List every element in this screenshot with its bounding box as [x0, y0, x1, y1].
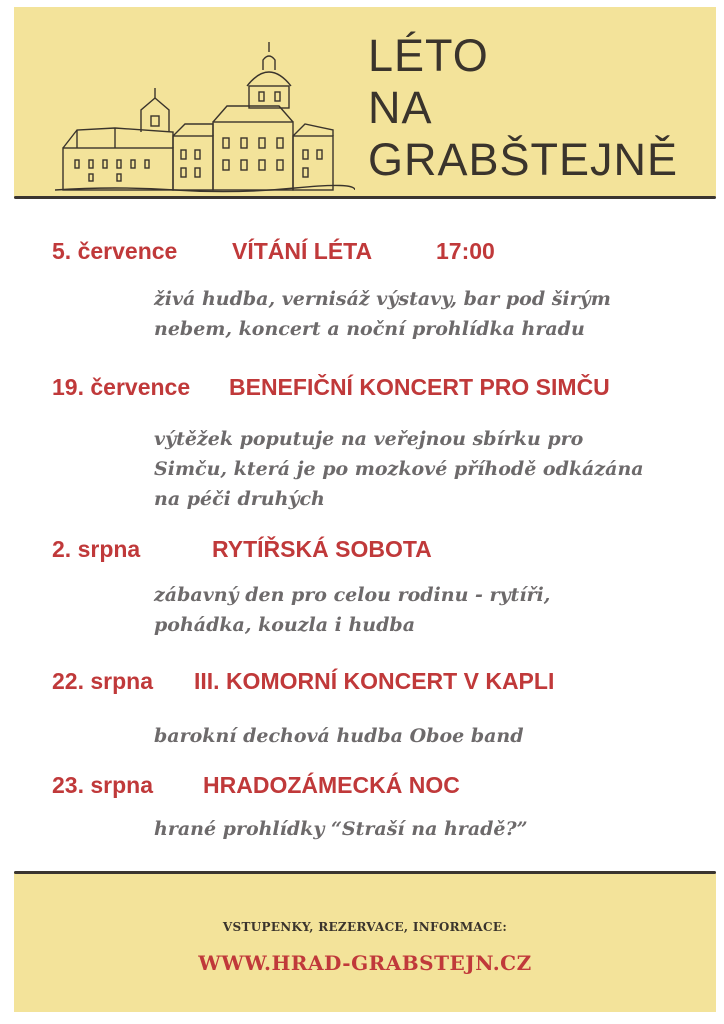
event-3-name: RYTÍŘSKÁ SOBOTA [212, 536, 432, 562]
website-link[interactable]: WWW.HRAD-GRABSTEJN.CZ [198, 951, 532, 975]
event-3-description [154, 580, 550, 640]
event-5-description [154, 814, 528, 844]
event-5-desc-line-1: hrané prohlídky “Straší na hradě?” [154, 818, 528, 840]
event-4-date: 22. srpna [52, 668, 153, 694]
header-divider [14, 196, 716, 199]
event-2-description [154, 424, 644, 514]
event-3-desc-line-2: pohádka, kouzla i hudba [154, 614, 415, 636]
footer-divider [14, 871, 716, 874]
footer-label: VSTUPENKY, REZERVACE, INFORMACE: [222, 920, 508, 934]
event-1-name: VÍTÁNÍ LÉTA [232, 238, 373, 264]
event-1-description [154, 284, 611, 344]
event-2-name: BENEFIČNÍ KONCERT PRO SIMČU [229, 374, 610, 400]
event-2-desc-line-3: na péči druhých [154, 488, 325, 510]
page-title [368, 30, 678, 186]
event-3-desc-line-1: zábavný den pro celou rodinu - rytíři, [154, 584, 551, 606]
title-line-3: GRABŠTEJNĚ [368, 134, 679, 185]
event-4-desc-line-1: barokní dechová hudba Oboe band [154, 725, 524, 747]
title-line-1: LÉTO [368, 30, 489, 81]
castle-illustration [55, 40, 355, 200]
event-4-description [154, 721, 524, 751]
event-2-date: 19. července [52, 374, 191, 400]
event-3-date: 2. srpna [52, 536, 141, 562]
event-4-name: III. KOMORNÍ KONCERT V KAPLI [194, 668, 555, 694]
event-1-desc-line-1: živá hudba, vernisáž výstavy, bar pod širým [154, 288, 611, 310]
event-2-desc-line-2: Simču, která je po mozkové příhodě odkázána [154, 458, 644, 480]
event-1-desc-line-2: nebem, koncert a noční prohlídka hradu [154, 318, 585, 340]
title-line-2: NA [368, 82, 433, 133]
event-5-date: 23. srpna [52, 772, 153, 798]
footer-band [14, 872, 716, 1012]
event-5-name: HRADOZÁMECKÁ NOC [203, 772, 460, 798]
event-1-date: 5. července [52, 238, 178, 264]
event-1-time: 17:00 [436, 238, 495, 264]
event-2-desc-line-1: výtěžek poputuje na veřejnou sbírku pro [154, 428, 584, 450]
